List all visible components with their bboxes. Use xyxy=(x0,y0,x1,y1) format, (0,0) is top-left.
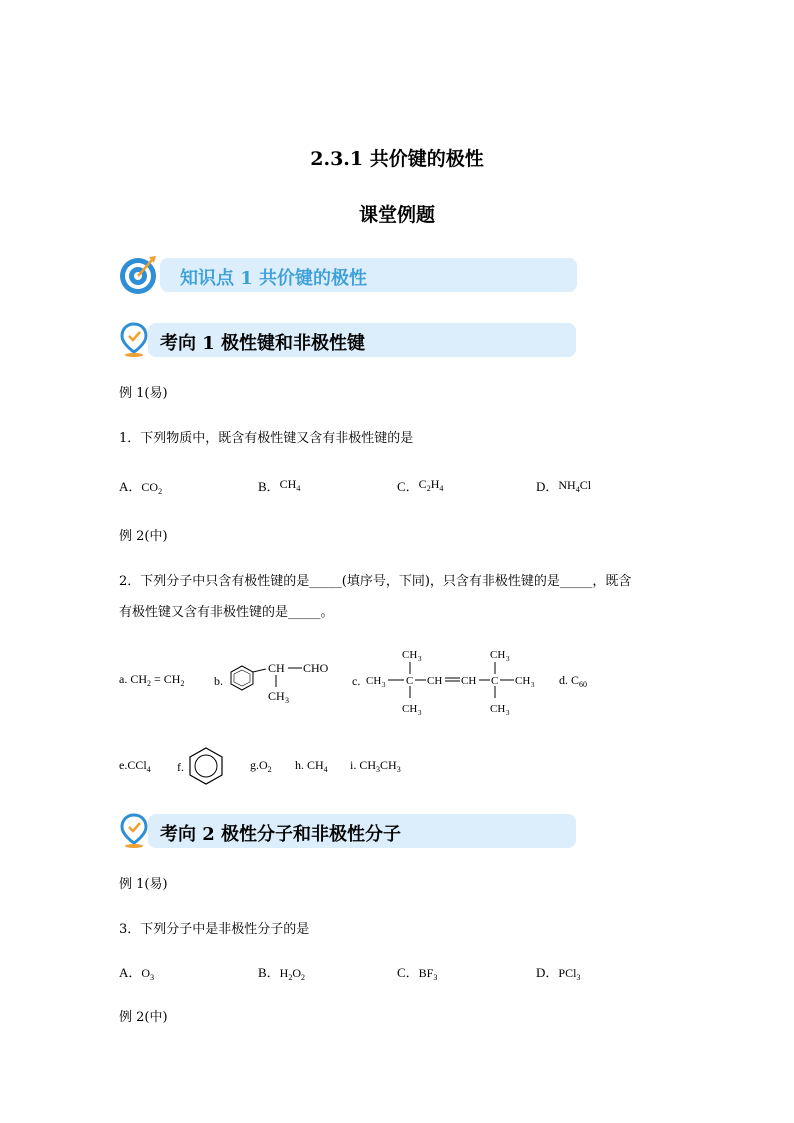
q1-option-d: D．$NH_4Cl$ xyxy=(536,478,592,494)
svg-text:CH: CH xyxy=(427,675,443,687)
svg-text:3: 3 xyxy=(506,709,510,717)
example-label: 例 2(中) xyxy=(119,529,168,544)
page-subtitle: 课堂例题 xyxy=(358,204,435,226)
label-a: a. xyxy=(119,672,128,686)
item-g: $g.O_2$ xyxy=(250,758,272,774)
structure-c xyxy=(364,644,549,720)
benzene-ring xyxy=(186,745,226,787)
svg-text:CH: CH xyxy=(461,675,477,687)
svg-text:CH: CH xyxy=(402,703,418,715)
page-title: 2.3.1 共价键的极性 xyxy=(310,148,484,170)
q3-option-a: A．$O_3$ xyxy=(119,965,155,982)
svg-text:CH: CH xyxy=(490,703,506,715)
q3-option-c: C．$BF_3$ xyxy=(397,965,438,982)
direction-title-2: 考向 2 极性分子和非极性分子 xyxy=(160,824,402,845)
option-letter: C． xyxy=(397,965,419,980)
label-d: d. xyxy=(559,673,568,687)
svg-text:CH: CH xyxy=(490,649,506,661)
option-letter: D． xyxy=(536,965,559,980)
label-e: e. xyxy=(119,758,128,772)
question-2-line-2: 有极性键又含有非极性键的是_____。 xyxy=(119,605,334,620)
svg-text:CH: CH xyxy=(268,689,285,703)
item-d: d. $C_{60}$ xyxy=(559,673,588,689)
label-c: c. xyxy=(352,674,361,688)
option-letter: A． xyxy=(119,965,142,980)
direction-bar-1 xyxy=(148,323,576,357)
knowledge-title: 知识点 1 共价键的极性 xyxy=(180,268,368,289)
svg-text:C: C xyxy=(491,675,499,687)
label-f: f. xyxy=(177,760,184,774)
q1-option-c: C．$C_2H_4$ xyxy=(397,477,444,494)
svg-text:3: 3 xyxy=(506,655,510,663)
svg-text:3: 3 xyxy=(418,655,422,663)
svg-text:3: 3 xyxy=(382,681,386,689)
direction-title-1: 考向 1 极性键和非极性键 xyxy=(160,333,366,354)
item-i: i. $CH_3CH_3$ xyxy=(350,758,401,774)
svg-text:3: 3 xyxy=(531,681,535,689)
svg-text:CH: CH xyxy=(402,649,418,661)
item-e: e.CCl$_4$ xyxy=(119,758,151,774)
label-i: i. xyxy=(350,758,357,772)
location-pin-icon xyxy=(120,813,148,849)
option-letter: B． xyxy=(258,479,280,494)
location-pin-icon xyxy=(120,322,148,358)
svg-text:3: 3 xyxy=(285,696,289,705)
q1-option-b: B．$CH_4$ xyxy=(258,477,301,494)
option-letter: B． xyxy=(258,965,280,980)
svg-text:CH: CH xyxy=(366,675,382,687)
svg-text:CH: CH xyxy=(268,661,285,675)
question-3: 3．下列分子中是非极性分子的是 xyxy=(119,922,310,937)
svg-text:C: C xyxy=(406,675,414,687)
label-h: h. xyxy=(295,758,304,772)
direction-bar-2 xyxy=(148,814,576,848)
example-label: 例 2(中) xyxy=(119,1010,168,1025)
option-letter: A． xyxy=(119,479,142,494)
item-a: a. $CH_2 = CH_2$ xyxy=(119,672,185,688)
q3-option-d: D．PCl$_3$ xyxy=(536,965,581,982)
item-h: h. $CH_4$ xyxy=(295,758,328,774)
q3-option-b: B．$H_2O_2$ xyxy=(258,965,306,982)
label-b: b. xyxy=(214,674,223,688)
option-letter: C． xyxy=(397,479,419,494)
svg-text:CH: CH xyxy=(515,675,531,687)
option-letter: D． xyxy=(536,479,559,494)
q1-option-a: A．$CO_2$ xyxy=(119,479,163,496)
svg-text:3: 3 xyxy=(418,709,422,717)
structure-b xyxy=(226,652,336,708)
example-label: 例 1(易) xyxy=(119,386,168,401)
target-icon xyxy=(118,254,162,296)
knowledge-bar xyxy=(160,258,577,292)
svg-text:CHO: CHO xyxy=(303,661,329,675)
label-g: g. xyxy=(250,758,259,772)
example-label: 例 1(易) xyxy=(119,877,168,892)
question-1: 1．下列物质中，既含有极性键又含有非极性键的是 xyxy=(119,431,414,446)
question-2-line-1: 2．下列分子中只含有极性键的是_____(填序号，下同)，只含有非极性键的是_____，既含 xyxy=(119,574,632,589)
